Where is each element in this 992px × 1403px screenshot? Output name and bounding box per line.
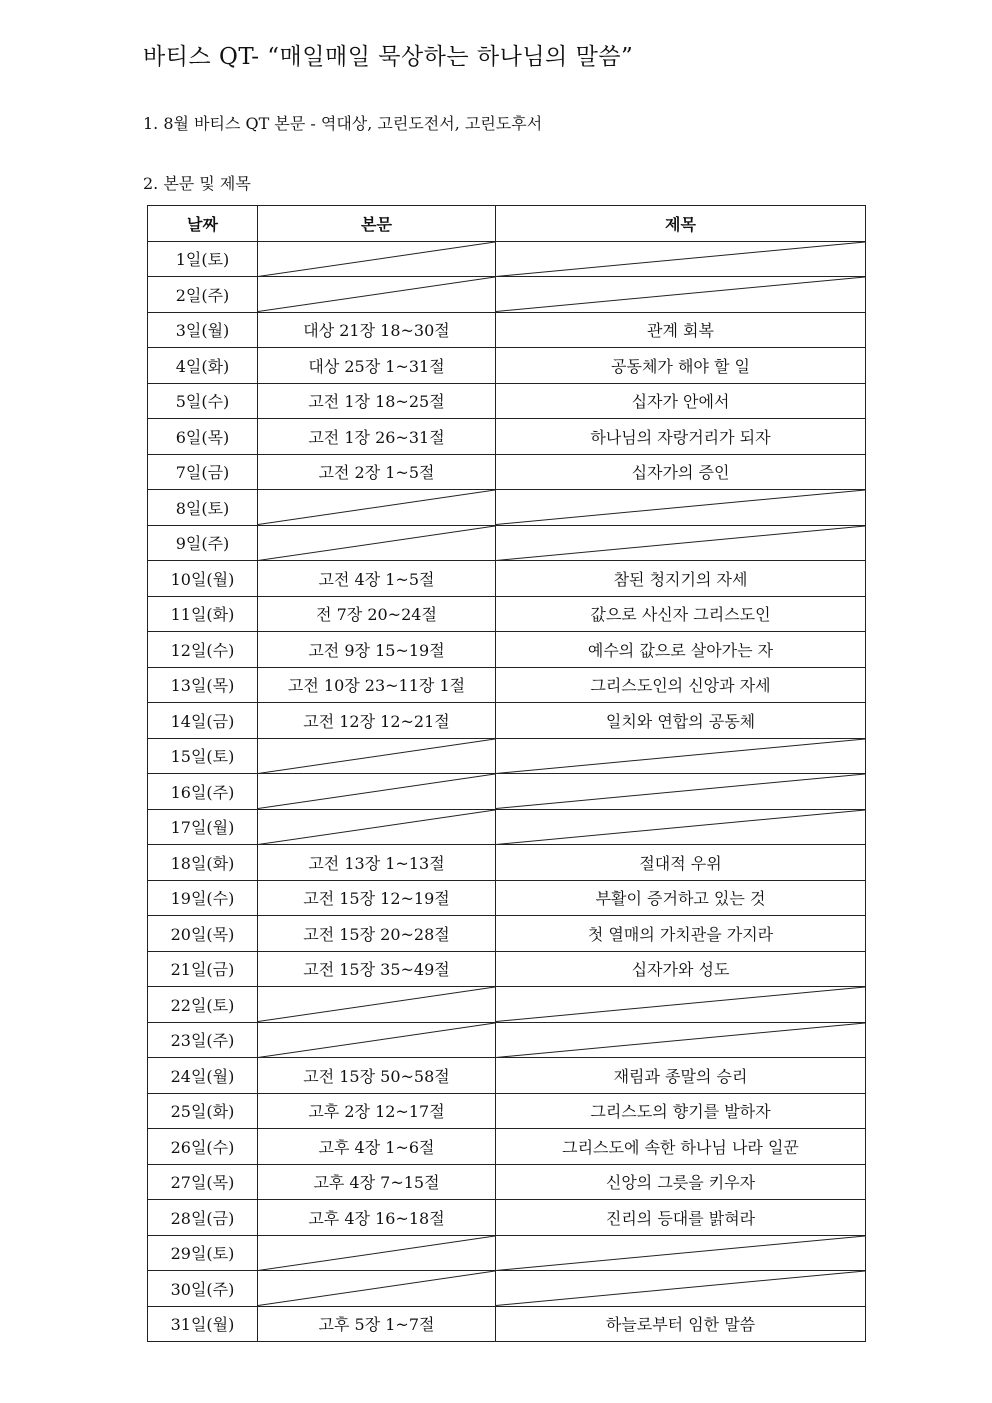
cell-text: 고전 1장 18~25절 [258, 383, 496, 419]
cell-date: 26일(수) [148, 1129, 258, 1165]
cell-title [496, 277, 866, 313]
cell-text: 고전 15장 35~49절 [258, 951, 496, 987]
cell-title: 공동체가 해야 할 일 [496, 348, 866, 384]
table-row [148, 561, 866, 597]
table-row [148, 951, 866, 987]
cell-date: 30일(주) [148, 1271, 258, 1307]
cell-title: 참된 청지기의 자세 [496, 561, 866, 597]
header-text: 본문 [258, 206, 496, 242]
cell-date: 23일(주) [148, 1022, 258, 1058]
table-header-row [148, 206, 866, 242]
cell-text [258, 277, 496, 313]
cell-date: 20일(목) [148, 916, 258, 952]
table-row [148, 1306, 866, 1342]
table-row [148, 383, 866, 419]
cell-text [258, 809, 496, 845]
table-row [148, 277, 866, 313]
cell-date: 7일(금) [148, 454, 258, 490]
table-row [148, 419, 866, 455]
table-row [148, 1058, 866, 1094]
cell-text: 고전 10장 23~11장 1절 [258, 667, 496, 703]
cell-date: 17일(월) [148, 809, 258, 845]
cell-title: 십자가와 성도 [496, 951, 866, 987]
cell-date: 28일(금) [148, 1200, 258, 1236]
cell-text [258, 738, 496, 774]
cell-text: 전 7장 20~24절 [258, 596, 496, 632]
cell-date: 24일(월) [148, 1058, 258, 1094]
cell-text: 고후 2장 12~17절 [258, 1093, 496, 1129]
schedule-table [147, 205, 866, 1342]
cell-text [258, 1235, 496, 1271]
blank-cell-slash [258, 1236, 495, 1271]
blank-cell-slash [258, 774, 495, 809]
blank-cell-slash [496, 774, 865, 809]
table-row [148, 1022, 866, 1058]
cell-text: 고후 4장 7~15절 [258, 1164, 496, 1200]
blank-cell-slash [258, 1023, 495, 1058]
blank-cell-slash [496, 1271, 865, 1306]
cell-title [496, 774, 866, 810]
cell-title: 십자가 안에서 [496, 383, 866, 419]
blank-cell-slash [496, 1236, 865, 1271]
cell-title: 재림과 종말의 승리 [496, 1058, 866, 1094]
cell-title: 그리스도에 속한 하나님 나라 일꾼 [496, 1129, 866, 1165]
table-row [148, 312, 866, 348]
cell-title [496, 1271, 866, 1307]
table-row [148, 1200, 866, 1236]
cell-text: 고전 13장 1~13절 [258, 845, 496, 881]
cell-date: 9일(주) [148, 525, 258, 561]
cell-date: 1일(토) [148, 241, 258, 277]
table-row [148, 738, 866, 774]
cell-text: 고전 2장 1~5절 [258, 454, 496, 490]
table-row [148, 880, 866, 916]
cell-date: 6일(목) [148, 419, 258, 455]
cell-title [496, 738, 866, 774]
cell-text [258, 525, 496, 561]
cell-text [258, 1271, 496, 1307]
section-heading-2: 2. 본문 및 제목 [143, 174, 251, 193]
cell-date: 19일(수) [148, 880, 258, 916]
cell-title: 관계 회복 [496, 312, 866, 348]
blank-cell-slash [496, 277, 865, 312]
blank-cell-slash [258, 810, 495, 845]
cell-text [258, 490, 496, 526]
cell-title [496, 241, 866, 277]
cell-title: 절대적 우위 [496, 845, 866, 881]
cell-date: 29일(토) [148, 1235, 258, 1271]
blank-cell-slash [496, 810, 865, 845]
cell-title: 부활이 증거하고 있는 것 [496, 880, 866, 916]
cell-text: 고전 1장 26~31절 [258, 419, 496, 455]
table-row [148, 454, 866, 490]
blank-cell-slash [496, 242, 865, 277]
cell-text [258, 1022, 496, 1058]
cell-title [496, 987, 866, 1023]
cell-text: 고전 15장 20~28절 [258, 916, 496, 952]
cell-text: 고전 4장 1~5절 [258, 561, 496, 597]
table-row [148, 596, 866, 632]
cell-text [258, 774, 496, 810]
table-row [148, 1093, 866, 1129]
cell-title: 진리의 등대를 밝혀라 [496, 1200, 866, 1236]
blank-cell-slash [258, 242, 495, 277]
cell-date: 18일(화) [148, 845, 258, 881]
cell-title [496, 525, 866, 561]
cell-date: 8일(토) [148, 490, 258, 526]
cell-title: 그리스도의 향기를 발하자 [496, 1093, 866, 1129]
cell-date: 11일(화) [148, 596, 258, 632]
table-row [148, 667, 866, 703]
table-row [148, 525, 866, 561]
table-row [148, 1164, 866, 1200]
blank-cell-slash [258, 739, 495, 774]
table-row [148, 774, 866, 810]
blank-cell-slash [258, 1271, 495, 1306]
cell-date: 21일(금) [148, 951, 258, 987]
cell-title: 첫 열매의 가치관을 가지라 [496, 916, 866, 952]
cell-text: 고전 15장 12~19절 [258, 880, 496, 916]
cell-date: 25일(화) [148, 1093, 258, 1129]
blank-cell-slash [496, 739, 865, 774]
cell-date: 10일(월) [148, 561, 258, 597]
header-date: 날짜 [148, 206, 258, 242]
cell-text: 고후 5장 1~7절 [258, 1306, 496, 1342]
cell-text: 고전 15장 50~58절 [258, 1058, 496, 1094]
cell-title [496, 490, 866, 526]
table-row [148, 1271, 866, 1307]
cell-title: 값으로 사신자 그리스도인 [496, 596, 866, 632]
cell-text [258, 987, 496, 1023]
blank-cell-slash [496, 1023, 865, 1058]
cell-date: 27일(목) [148, 1164, 258, 1200]
blank-cell-slash [496, 526, 865, 561]
cell-text [258, 241, 496, 277]
cell-text: 고후 4장 16~18절 [258, 1200, 496, 1236]
table-body [148, 241, 866, 1342]
cell-title: 하늘로부터 임한 말씀 [496, 1306, 866, 1342]
cell-date: 15일(토) [148, 738, 258, 774]
cell-date: 4일(화) [148, 348, 258, 384]
blank-cell-slash [258, 277, 495, 312]
cell-title: 일치와 연합의 공동체 [496, 703, 866, 739]
cell-date: 5일(수) [148, 383, 258, 419]
table-row [148, 632, 866, 668]
cell-text: 고전 9장 15~19절 [258, 632, 496, 668]
cell-date: 12일(수) [148, 632, 258, 668]
cell-title: 하나님의 자랑거리가 되자 [496, 419, 866, 455]
blank-cell-slash [496, 987, 865, 1022]
cell-date: 13일(목) [148, 667, 258, 703]
cell-title: 십자가의 증인 [496, 454, 866, 490]
table-row [148, 1235, 866, 1271]
cell-date: 22일(토) [148, 987, 258, 1023]
blank-cell-slash [258, 987, 495, 1022]
table-row [148, 1129, 866, 1165]
cell-date: 3일(월) [148, 312, 258, 348]
cell-title [496, 1235, 866, 1271]
cell-text: 고후 4장 1~6절 [258, 1129, 496, 1165]
table-row [148, 490, 866, 526]
document-title: 바티스 QT- “매일매일 묵상하는 하나님의 말씀” [143, 44, 634, 70]
cell-date: 14일(금) [148, 703, 258, 739]
cell-title: 예수의 값으로 살아가는 자 [496, 632, 866, 668]
blank-cell-slash [496, 490, 865, 525]
table-row [148, 987, 866, 1023]
cell-text: 고전 12장 12~21절 [258, 703, 496, 739]
cell-title: 그리스도인의 신앙과 자세 [496, 667, 866, 703]
table-row [148, 348, 866, 384]
cell-title: 신앙의 그릇을 키우자 [496, 1164, 866, 1200]
blank-cell-slash [258, 526, 495, 561]
cell-date: 2일(주) [148, 277, 258, 313]
cell-title [496, 1022, 866, 1058]
cell-date: 16일(주) [148, 774, 258, 810]
cell-date: 31일(월) [148, 1306, 258, 1342]
header-title: 제목 [496, 206, 866, 242]
table-row [148, 809, 866, 845]
blank-cell-slash [258, 490, 495, 525]
table-row [148, 916, 866, 952]
table-row [148, 703, 866, 739]
cell-text: 대상 25장 1~31절 [258, 348, 496, 384]
section-heading-1: 1. 8월 바티스 QT 본문 - 역대상, 고린도전서, 고린도후서 [143, 114, 543, 133]
table-row [148, 845, 866, 881]
table-row [148, 241, 866, 277]
cell-text: 대상 21장 18~30절 [258, 312, 496, 348]
cell-title [496, 809, 866, 845]
